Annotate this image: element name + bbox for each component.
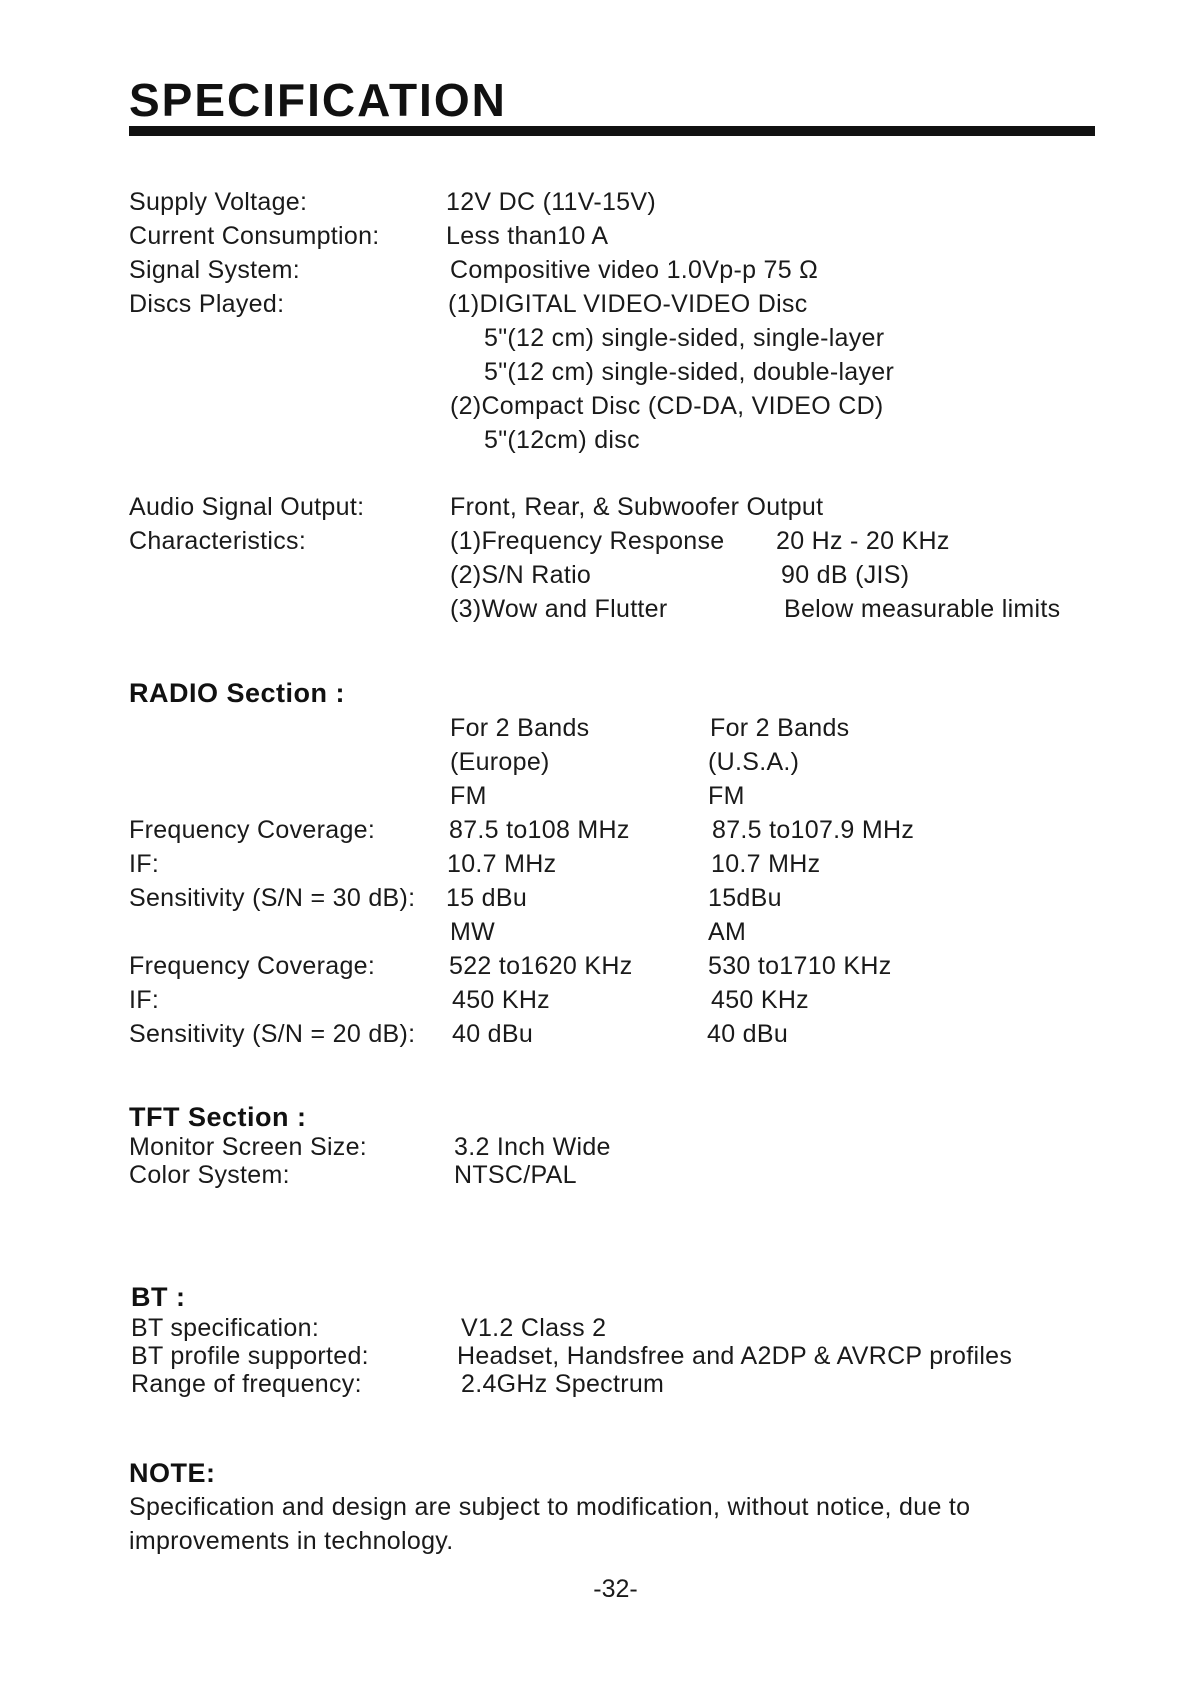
signal-system-label: Signal System: [129, 256, 300, 284]
radio-row-label: IF: [129, 986, 160, 1014]
radio-col2-header: For 2 Bands [710, 714, 850, 742]
characteristic-value: Below measurable limits [784, 595, 1061, 623]
radio-row-col2: 530 to1710 KHz [708, 952, 892, 980]
radio-fm-band-col2: FM [708, 782, 745, 810]
radio-col2-region: (U.S.A.) [708, 748, 800, 776]
radio-row-label: Frequency Coverage: [129, 952, 376, 980]
bt-row-value: Headset, Handsfree and A2DP & AVRCP profiles [457, 1342, 1013, 1370]
radio-row-col1: 40 dBu [452, 1020, 534, 1048]
tft-row-label: Monitor Screen Size: [129, 1133, 368, 1161]
title-rule [129, 126, 1095, 136]
bt-row-label: Range of frequency: [131, 1370, 362, 1398]
bt-row-value: V1.2 Class 2 [461, 1314, 607, 1342]
tft-section-heading: TFT Section : [129, 1102, 307, 1132]
supply-voltage-label: Supply Voltage: [129, 188, 308, 216]
characteristic-value: 20 Hz - 20 KHz [776, 527, 950, 555]
note-line: improvements in technology. [129, 1527, 454, 1555]
page-number: -32- [593, 1575, 638, 1603]
radio-fm-band-col1: FM [450, 782, 487, 810]
supply-voltage-value: 12V DC (11V-15V) [446, 188, 656, 216]
bt-row-label: BT profile supported: [131, 1342, 369, 1370]
radio-row-col1: 87.5 to108 MHz [449, 816, 630, 844]
radio-col1-region: (Europe) [450, 748, 550, 776]
radio-row-label: Frequency Coverage: [129, 816, 376, 844]
disc-line: (1)DIGITAL VIDEO-VIDEO Disc [448, 290, 808, 318]
radio-row-col1: 450 KHz [452, 986, 550, 1014]
disc-line: 5"(12 cm) single-sided, double-layer [484, 358, 895, 386]
radio-am-band-col2: AM [708, 918, 747, 946]
radio-row-label: Sensitivity (S/N = 30 dB): [129, 884, 416, 912]
radio-am-band-col1: MW [450, 918, 496, 946]
characteristics-label: Characteristics: [129, 527, 307, 555]
note-line: Specification and design are subject to modification, without notice, due to [129, 1493, 971, 1521]
radio-row-col1: 522 to1620 KHz [449, 952, 633, 980]
audio-output-value: Front, Rear, & Subwoofer Output [450, 493, 824, 521]
note-heading: NOTE: [129, 1458, 216, 1488]
characteristic-name: (1)Frequency Response [450, 527, 725, 555]
characteristic-name: (2)S/N Ratio [450, 561, 592, 589]
discs-played-label: Discs Played: [129, 290, 285, 318]
radio-col1-header: For 2 Bands [450, 714, 590, 742]
radio-row-col2: 10.7 MHz [711, 850, 821, 878]
radio-row-col2: 15dBu [708, 884, 782, 912]
radio-row-col1: 10.7 MHz [447, 850, 557, 878]
radio-row-label: Sensitivity (S/N = 20 dB): [129, 1020, 416, 1048]
characteristic-value: 90 dB (JIS) [781, 561, 910, 589]
bt-row-value: 2.4GHz Spectrum [461, 1370, 665, 1398]
current-consumption-label: Current Consumption: [129, 222, 380, 250]
bt-row-label: BT specification: [131, 1314, 320, 1342]
bt-section-heading: BT : [131, 1282, 186, 1312]
radio-row-col2: 450 KHz [711, 986, 809, 1014]
tft-row-value: 3.2 Inch Wide [454, 1133, 611, 1161]
disc-line: (2)Compact Disc (CD-DA, VIDEO CD) [450, 392, 884, 420]
radio-row-col2: 87.5 to107.9 MHz [712, 816, 915, 844]
tft-row-label: Color System: [129, 1161, 290, 1189]
radio-row-col2: 40 dBu [707, 1020, 789, 1048]
radio-section-heading: RADIO Section : [129, 678, 346, 708]
signal-system-value: Compositive video 1.0Vp-p 75 Ω [450, 256, 819, 284]
radio-row-label: IF: [129, 850, 160, 878]
disc-line: 5"(12cm) disc [484, 426, 640, 454]
radio-row-col1: 15 dBu [446, 884, 528, 912]
characteristic-name: (3)Wow and Flutter [450, 595, 668, 623]
current-consumption-value: Less than10 A [446, 222, 609, 250]
tft-row-value: NTSC/PAL [454, 1161, 577, 1189]
disc-line: 5"(12 cm) single-sided, single-layer [484, 324, 885, 352]
audio-output-label: Audio Signal Output: [129, 493, 365, 521]
page-title: SPECIFICATION [129, 74, 507, 126]
